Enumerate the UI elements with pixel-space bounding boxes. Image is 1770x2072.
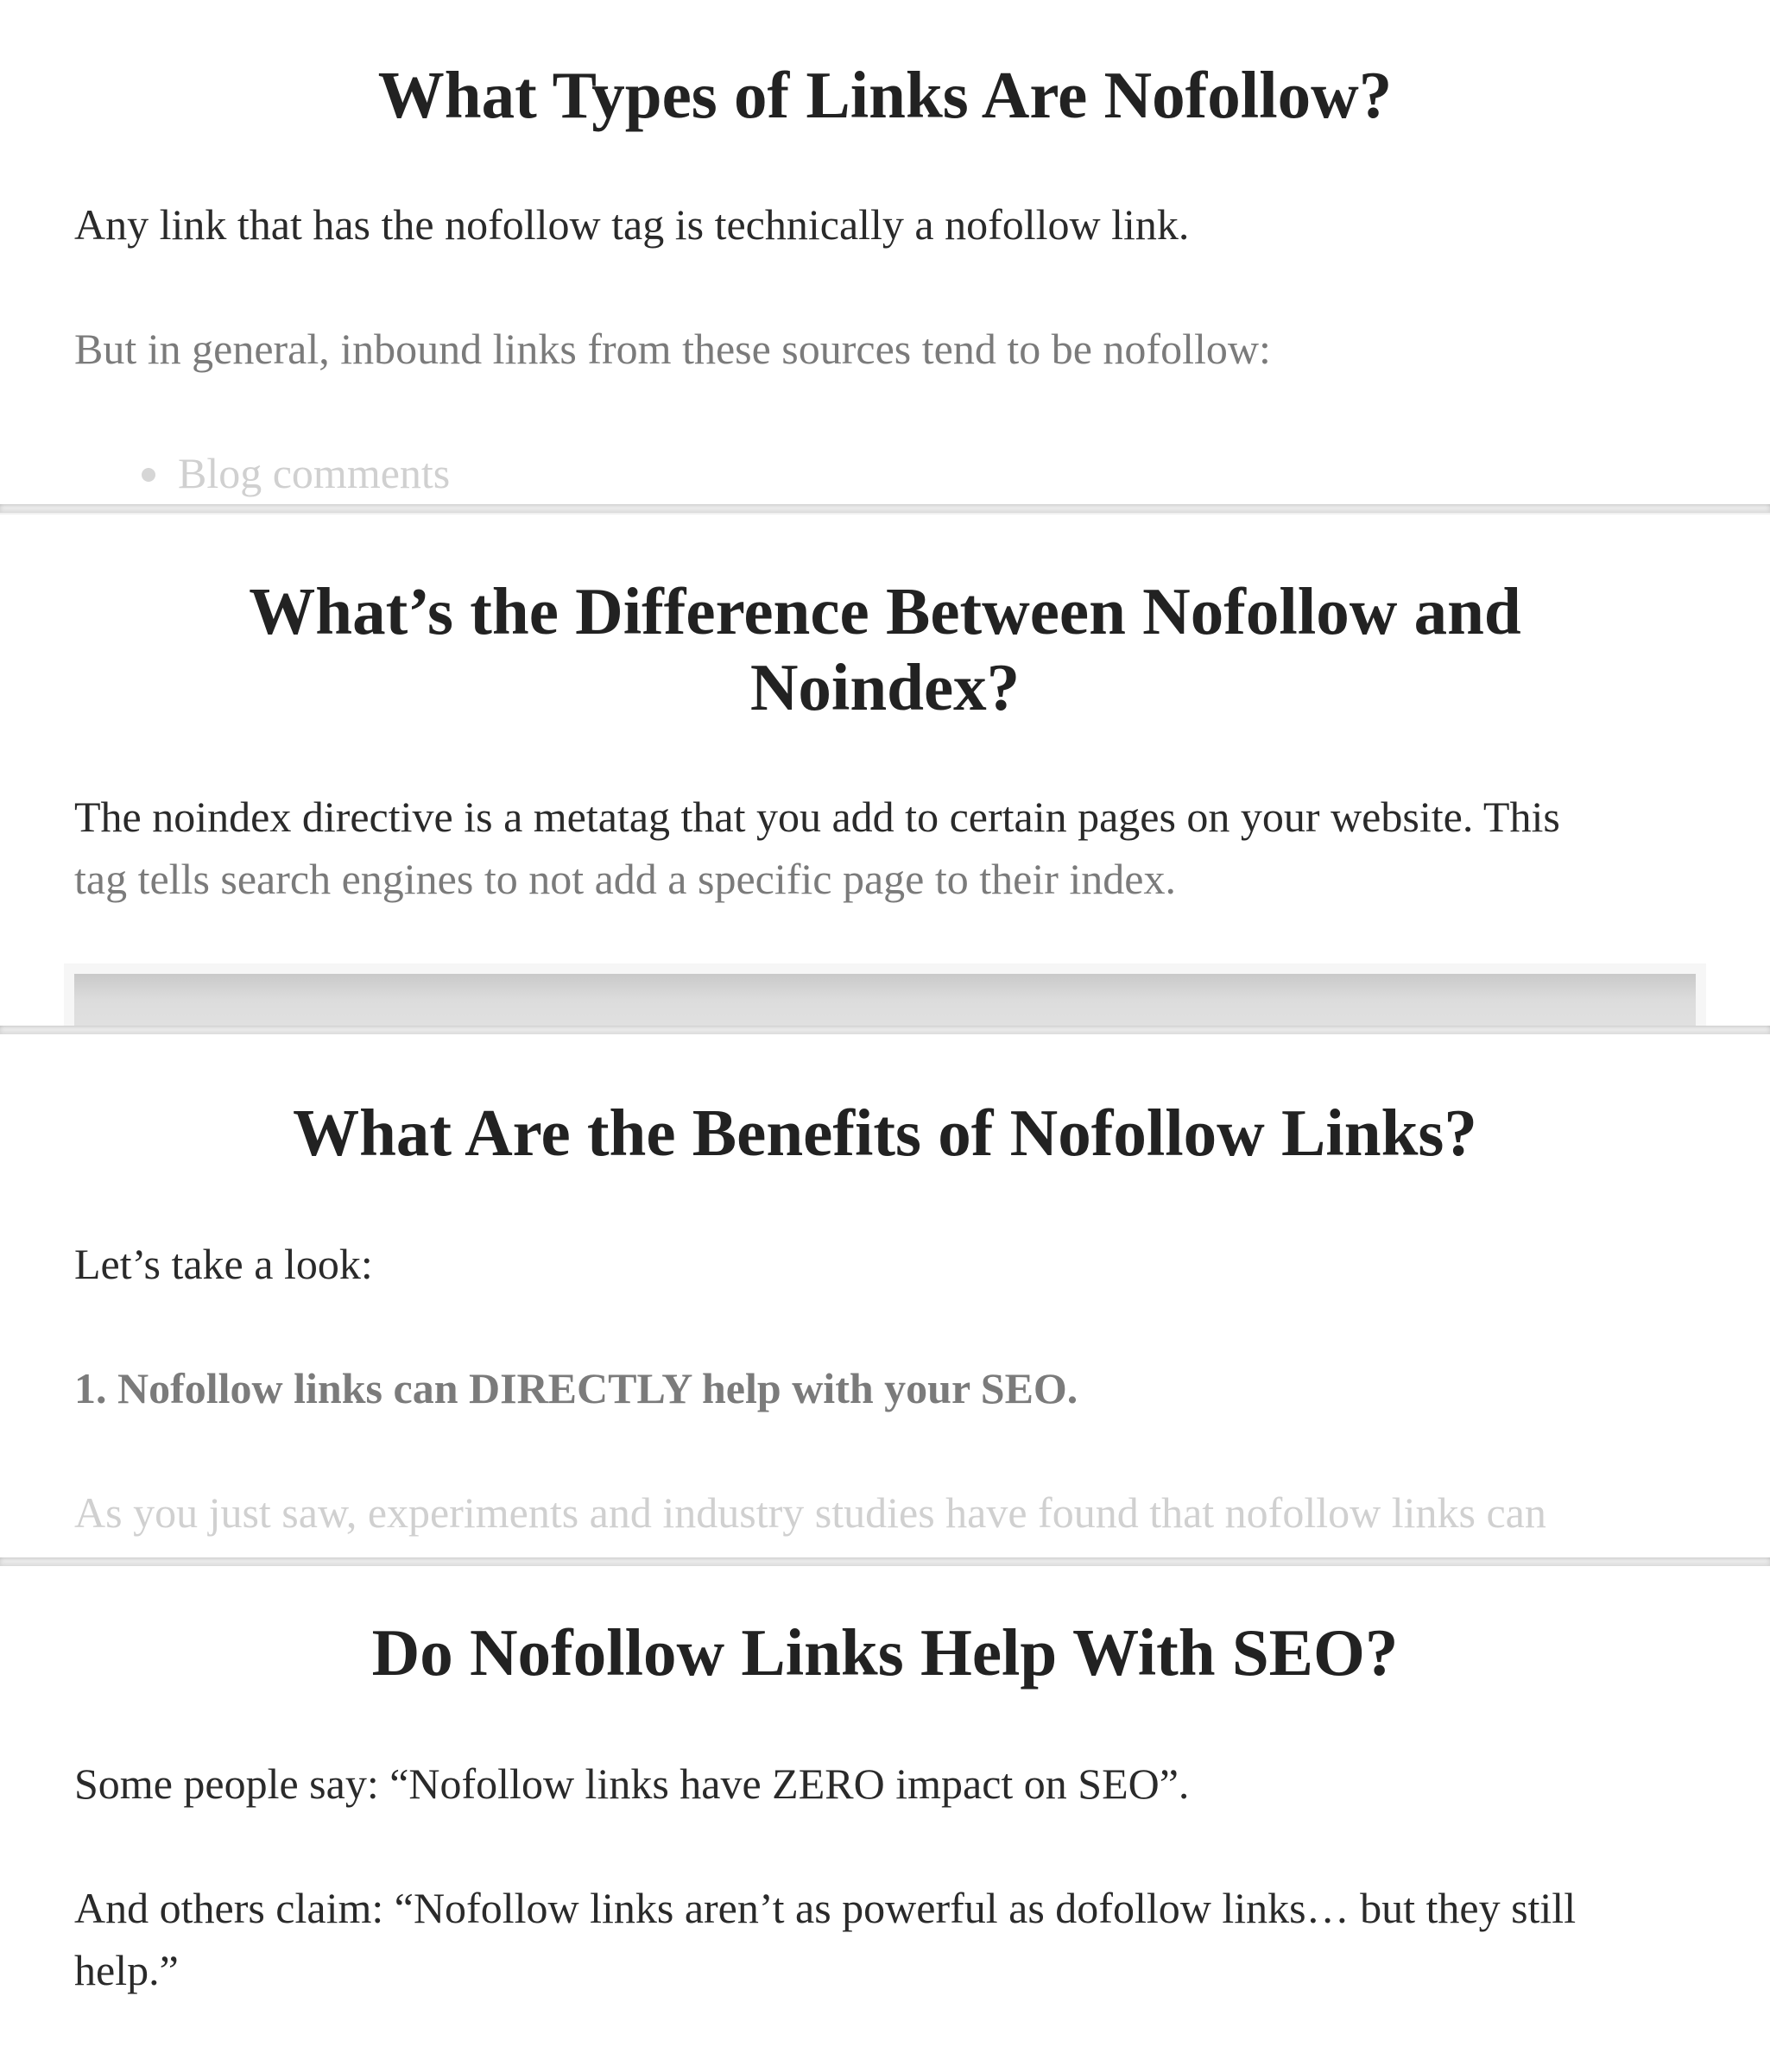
section-heading: What Are the Benefits of Nofollow Links? [293,1096,1477,1170]
heading-line: Noindex? [749,650,1021,724]
list-item-label: Blog comments [178,449,451,497]
section-card-nofollow-types [0,0,1770,511]
paragraph [74,786,1697,910]
paragraph: Any link that has the nofollow tag is technically a nofollow link. [74,200,1190,249]
section-card-nofollow-seo [0,1564,1770,2072]
paragraph: But in general, inbound links from these sources tend to be nofollow: [74,325,1271,373]
card-separator [0,1026,1770,1034]
card-separator [0,1557,1770,1566]
heading-line: What’s the Difference Between Nofollow and [249,574,1521,648]
paragraph: Some people say: “Nofollow links have ZERO impact on SEO”. [74,1759,1190,1808]
section-card-nofollow-vs-noindex [0,515,1770,1029]
paragraph-faded: As you just saw, experiments and industry studies have found that nofollow links can [74,1488,1546,1537]
section-heading [0,573,1770,725]
image [74,974,1696,1029]
card-separator [0,504,1770,513]
paragraph-line: tag tells search engines to not add a specific page to their index. [74,855,1176,903]
image-placeholder [64,963,1706,1029]
paragraph: And others claim: “Nofollow links aren’t as powerful as dofollow links… but they still help.” [74,1884,1577,1994]
paragraph-line: The noindex directive is a metatag that you add to certain pages on your website. This [74,793,1560,841]
section-card-nofollow-benefits [0,1033,1770,1561]
bullet-icon [142,468,155,482]
section-heading: Do Nofollow Links Help With SEO? [371,1615,1399,1690]
section-heading: What Types of Links Are Nofollow? [377,58,1393,132]
paragraph: Let’s take a look: [74,1240,373,1288]
list-item [142,442,450,504]
subheading: 1. Nofollow links can DIRECTLY help with your SEO. [74,1364,1078,1412]
